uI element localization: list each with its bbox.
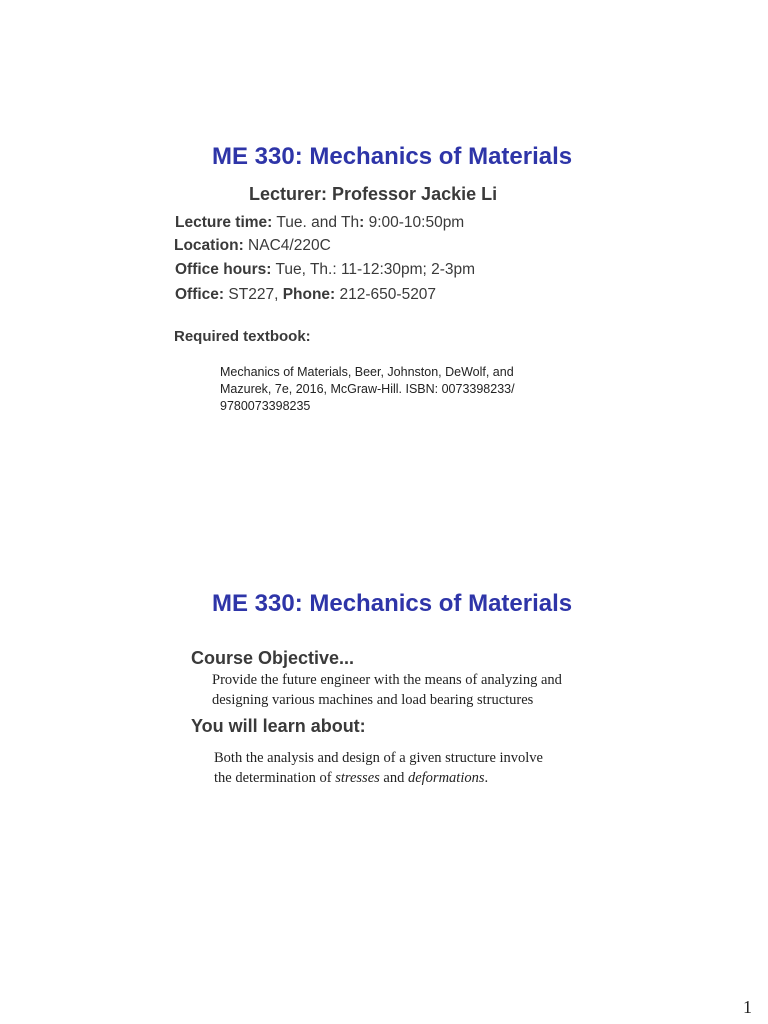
office-hours-value: Tue, Th.: 11-12:30pm; 2-3pm xyxy=(271,261,476,278)
lecturer-name: Lecturer: Professor Jackie Li xyxy=(249,184,498,204)
page-number: 1 xyxy=(743,997,752,1017)
textbook-heading: Required textbook: xyxy=(174,328,311,345)
phone-label: Phone: xyxy=(282,286,336,303)
lecture-time-line xyxy=(175,214,464,232)
stresses-term: stresses xyxy=(335,770,380,786)
textbook-line-3: 9780073398235 xyxy=(220,399,311,413)
office-label: Office: xyxy=(175,286,225,303)
learn-line-2 xyxy=(214,768,543,788)
objective-line-2: designing various machines and load bearing structures xyxy=(212,692,534,708)
phone-value: 212-650-5207 xyxy=(335,286,437,303)
learn-text xyxy=(214,748,543,788)
location-value: NAC4/220C xyxy=(243,237,331,254)
lecture-time-colon: : xyxy=(359,214,365,231)
office-value: ST227, xyxy=(224,286,283,303)
learn-line-2-b: and xyxy=(379,770,408,786)
office-hours-label: Office hours: xyxy=(175,261,272,278)
textbook-line-2: Mazurek, 7e, 2016, McGraw-Hill. ISBN: 0073398233/ xyxy=(220,382,515,396)
textbook-citation xyxy=(220,364,550,415)
office-hours-line xyxy=(175,261,475,279)
slide2-title: ME 330: Mechanics of Materials xyxy=(212,590,573,617)
lecture-time-label: Lecture time: xyxy=(175,214,273,231)
location-label: Location: xyxy=(174,237,244,254)
objective-line-1: Provide the future engineer with the means of analyzing and xyxy=(212,672,562,688)
slide1-title: ME 330: Mechanics of Materials xyxy=(212,143,573,170)
deformations-term: deformations xyxy=(407,770,485,786)
learn-heading: You will learn about: xyxy=(191,716,366,736)
course-objective-heading: Course Objective... xyxy=(191,648,355,668)
lecture-time-value-b: 9:00-10:50pm xyxy=(364,214,465,231)
learn-line-2-a: the determination of xyxy=(214,770,336,786)
office-phone-line xyxy=(175,286,436,304)
location-line xyxy=(174,237,331,255)
learn-line-1: Both the analysis and design of a given structure involve xyxy=(214,750,543,766)
lecture-time-value-a: Tue. and Th xyxy=(272,214,360,231)
learn-line-2-c: . xyxy=(484,770,489,786)
objective-text xyxy=(212,670,562,710)
textbook-line-1: Mechanics of Materials, Beer, Johnston, DeWolf, and xyxy=(220,365,514,379)
